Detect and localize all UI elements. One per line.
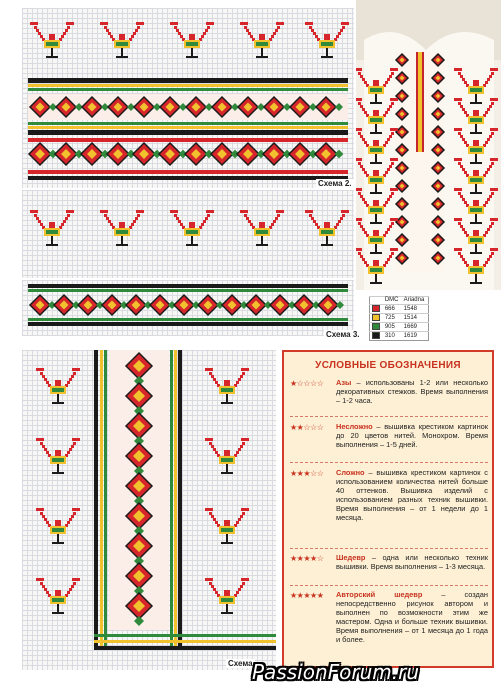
legend-entry-name: Авторский шедевр	[336, 590, 423, 599]
thread-row	[370, 305, 429, 314]
legend-divider	[290, 416, 488, 417]
scheme-3-label: Схема 3.	[326, 330, 360, 339]
thread-ariadna-code: 1548	[402, 305, 429, 314]
thread-row	[370, 314, 429, 323]
scheme-cut-label: Схема	[228, 659, 253, 668]
legend-divider	[290, 548, 488, 549]
thread-table-header	[370, 297, 429, 305]
thread-dmc-code: 725	[383, 314, 402, 323]
scheme-2-chart	[22, 8, 354, 188]
legend-divider	[290, 585, 488, 586]
legend-title: УСЛОВНЫЕ ОБОЗНАЧЕНИЯ	[315, 360, 461, 371]
thread-dmc-code: 666	[383, 305, 402, 314]
legend-entry-text: – создан непосредственно рисунок автором и выполнен по возможности этим же мастером. Одна и больше техник вышивки. Время выполнения – от 1 месяца до 1 года и более.	[336, 590, 488, 644]
shirt-illustration	[356, 0, 501, 290]
legend-entry-name: Несложно	[336, 422, 373, 431]
thread-header-ariadna: Ariadna	[402, 297, 429, 305]
scheme-3-chart	[22, 280, 354, 336]
thread-dmc-code: 310	[383, 332, 402, 341]
legend-entry-name: Азы	[336, 378, 352, 387]
thread-color-table	[369, 296, 429, 341]
legend-entry-name: Сложно	[336, 468, 365, 477]
legend-entry-text: – одна или несколько техник вышивки. Время выполнения – 1-3 месяца.	[336, 553, 488, 571]
thread-row	[370, 332, 429, 341]
color-swatch-green	[372, 323, 380, 330]
thread-row	[370, 323, 429, 332]
thread-header-dmc: DMC	[383, 297, 402, 305]
legend-entry-name: Шедевр	[336, 553, 366, 562]
thread-ariadna-code: 1514	[402, 314, 429, 323]
difficulty-legend-box	[282, 350, 494, 668]
star-rating-icon: ★★☆☆☆	[290, 423, 324, 432]
star-rating-icon: ★★★★★	[290, 591, 324, 600]
site-watermark: PassionForum.ru	[252, 660, 420, 684]
scheme-3-upper-pattern	[22, 190, 354, 278]
scheme-3-pattern	[22, 280, 354, 336]
bottom-chart	[22, 350, 276, 670]
legend-entry-text: – вышивка крестиком картинок с использованием количества нитей больше 40 оттенков. Вышивка изделий с использованием разных техник вышивки. Время выполнения – от 1 недели до 1 месяца.	[336, 468, 488, 522]
embroidered-shirt-photo	[356, 0, 501, 290]
star-rating-icon: ★☆☆☆☆	[290, 379, 324, 388]
scheme-3-upper-chart	[22, 190, 354, 278]
color-swatch-yellow	[372, 314, 380, 321]
scheme-2-label: Схема 2.	[318, 179, 352, 188]
color-swatch-black	[372, 332, 380, 339]
legend-entry-text: – использованы 1-2 или несколько декоративных стежков. Время выполнения – 1-2 часа.	[336, 378, 488, 405]
star-rating-icon: ★★★★☆	[290, 554, 324, 563]
legend-divider	[290, 462, 488, 463]
bottom-chart-pattern	[22, 350, 276, 670]
thread-dmc-code: 905	[383, 323, 402, 332]
scheme-2-pattern	[22, 8, 354, 188]
legend-entry-text: – вышивка крестиком картинок до 20 цветов нитей. Монохром. Время выполнения – 1-5 дней.	[336, 422, 488, 449]
thread-ariadna-code: 1669	[402, 323, 429, 332]
color-swatch-red	[372, 305, 380, 312]
thread-ariadna-code: 1619	[402, 332, 429, 341]
star-rating-icon: ★★★☆☆	[290, 469, 324, 478]
